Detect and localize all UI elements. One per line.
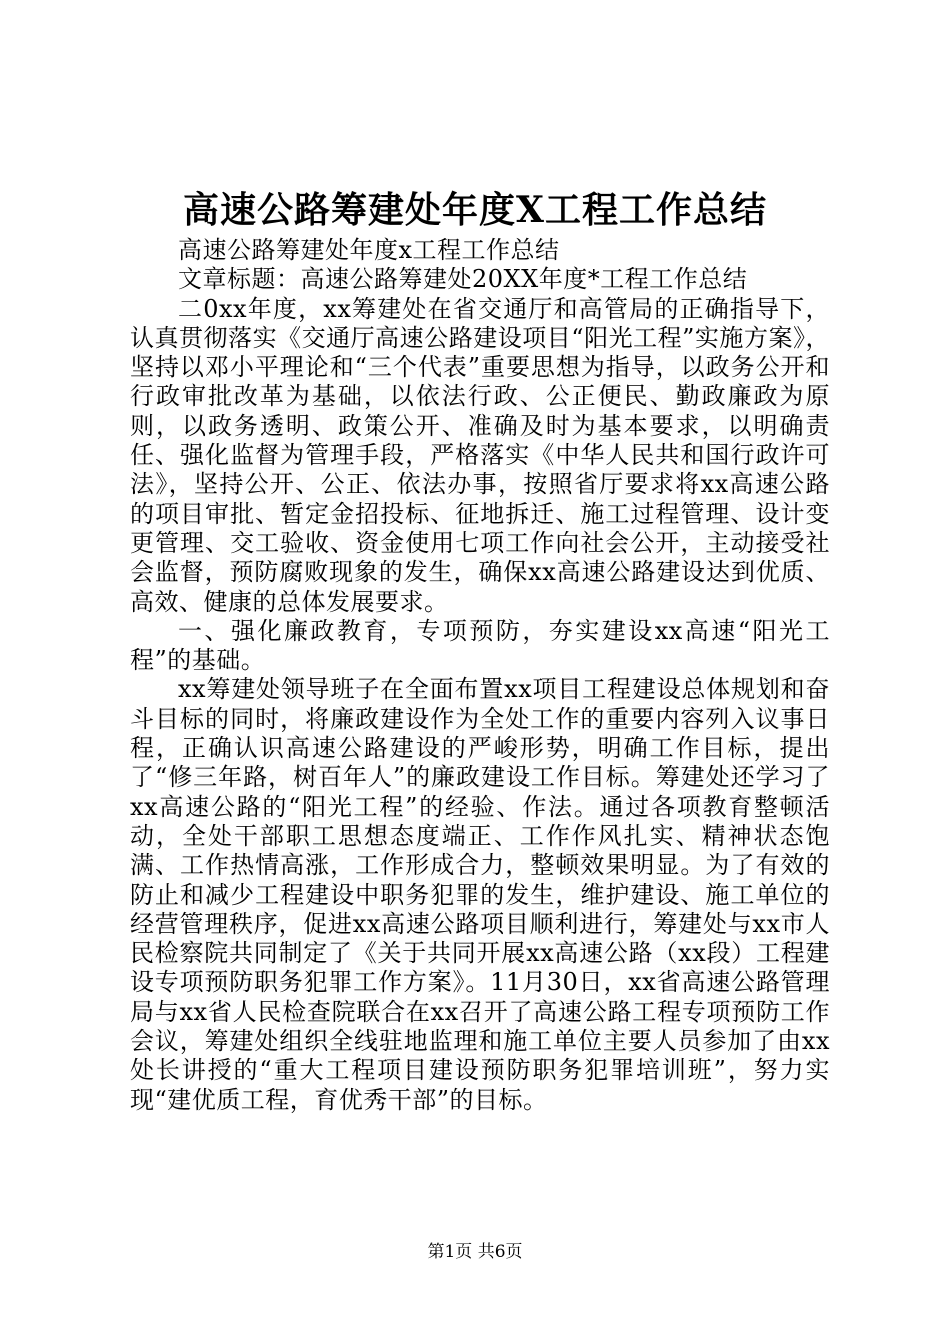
page-number: 第1页 共6页: [427, 1242, 523, 1262]
paragraph-section-body: xx筹建处领导班子在全面布置xx项目工程建设总体规划和奋斗目标的同时，将廉政建设作为全处工作的重要内容列入议事日程，正确认识高速公路建设的严峻形势，明确工作目标，提出了“修三年路，树百年人”的廉政建设工作目标。筹建处还学习了xx高速公路的“阳光工程”的经验、作法。通过各项教育整顿活动，全处干部职工思想态度端正、工作作风扎实、精神状态饱满、工作热情高涨，工作形成合力，整顿效果明显。为了有效的防止和减少工程建设中职务犯罪的发生，维护建设、施工单位的经营管理秩序，促进xx高速公路项目顺利进行，筹建处与xx市人民检察院共同制定了《关于共同开展xx高速公路（xx段）工程建设专项预防职务犯罪工作方案》。11月30日，xx省高速公路管理局与xx省人民检查院联合在xx召开了高速公路工程专项预防工作会议，筹建处组织全线驻地监理和施工单位主要人员参加了由xx处长讲授的“重大工程项目建设预防职务犯罪培训班”，努力实现“建优质工程，育优秀干部”的目标。: [130, 675, 830, 1114]
paragraph-intro: 二0xx年度，xx筹建处在省交通厅和高管局的正确指导下，认真贯彻落实《交通厅高速公路建设项目“阳光工程”实施方案》，坚持以邓小平理论和“三个代表”重要思想为指导，以政务公开和行政审批改革为基础，以依法行政、公正便民、勤政廉政为原则，以政务透明、政策公开、准确及时为基本要求，以明确责任、强化监督为管理手段，严格落实《中华人民共和国行政许可法》，坚持公开、公正、依法办事，按照省厅要求将xx高速公路的项目审批、暂定金招投标、征地拆迁、施工过程管理、设计变更管理、交工验收、资金使用七项工作向社会公开，主动接受社会监督，预防腐败现象的发生，确保xx高速公路建设达到优质、高效、健康的总体发展要求。: [130, 294, 830, 616]
document-title: 高速公路筹建处年度X工程工作总结: [183, 189, 767, 231]
paragraph-article-title: 文章标题：高速公路筹建处20XX年度*工程工作总结: [178, 265, 748, 294]
paragraph-subtitle: 高速公路筹建处年度x工程工作总结: [178, 236, 560, 264]
document-body: [130, 236, 830, 1115]
paragraph-section-heading: 一、强化廉政教育，专项预防，夯实建设xx高速“阳光工程”的基础。: [130, 616, 830, 675]
